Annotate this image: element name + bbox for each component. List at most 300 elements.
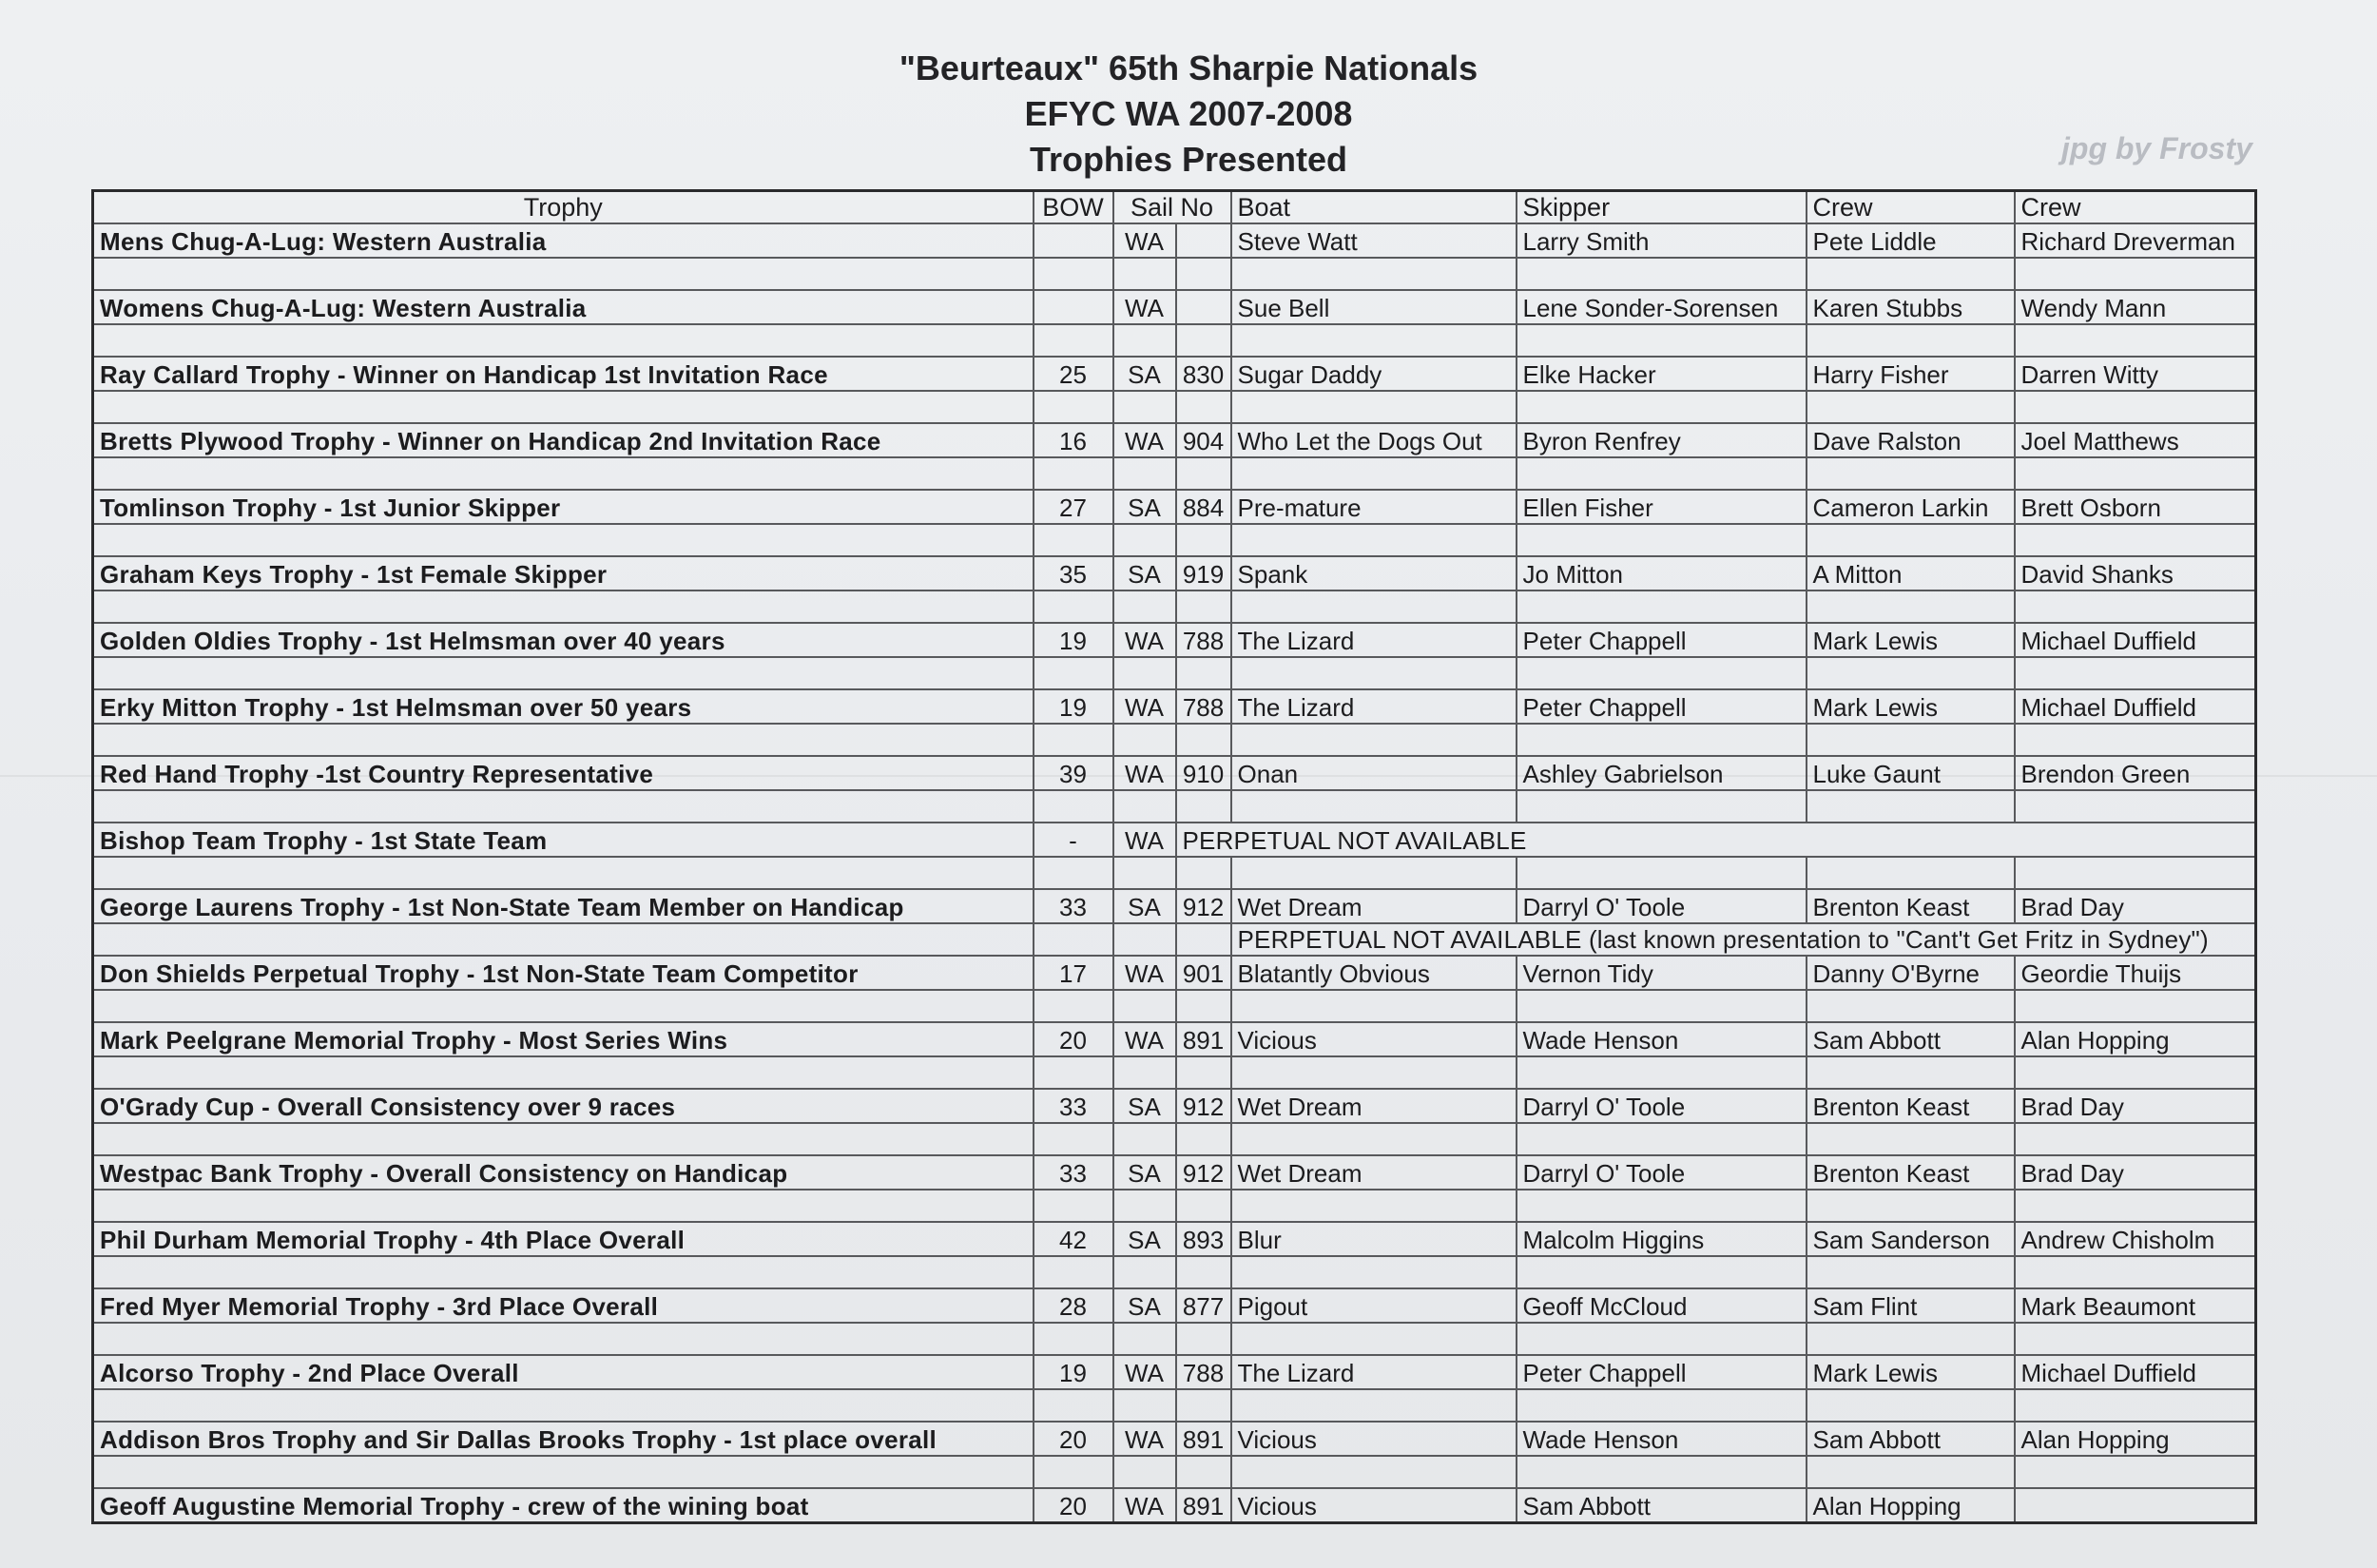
crew-cell: Cameron Larkin [1807,490,2015,524]
column-header-crew-1: Crew [1807,191,2015,224]
empty-cell [1231,1389,1517,1422]
empty-cell [93,923,1034,956]
sail-number-cell: 912 [1176,1089,1231,1123]
empty-cell [2015,1456,2256,1488]
spacer-row [93,1056,2256,1089]
skipper-cell: Wade Henson [1517,1022,1807,1056]
crew-cell: Sam Sanderson [1807,1222,2015,1256]
trophy-name-cell: Mens Chug-A-Lug: Western Australia [93,223,1034,258]
boat-cell: Sugar Daddy [1231,357,1517,391]
empty-cell [1517,1389,1807,1422]
state-cell: SA [1113,490,1176,524]
trophy-name-cell: Fred Myer Memorial Trophy - 3rd Place Overall [93,1288,1034,1323]
empty-cell [1034,857,1113,889]
empty-cell [1517,391,1807,423]
empty-cell [1807,790,2015,823]
trophy-name-cell: Erky Mitton Trophy - 1st Helmsman over 50 years [93,689,1034,724]
table-row [93,756,2256,790]
empty-cell [1034,724,1113,756]
empty-cell [1231,724,1517,756]
spacer-row [93,1389,2256,1422]
table-row [93,1422,2256,1456]
empty-cell [2015,724,2256,756]
trophy-name-cell: Westpac Bank Trophy - Overall Consistency on Handicap [93,1155,1034,1190]
bow-cell: 19 [1034,1355,1113,1389]
crew-cell: Mark Lewis [1807,689,2015,724]
empty-cell [1517,324,1807,357]
empty-cell [1113,324,1176,357]
sail-number-cell: 891 [1176,1022,1231,1056]
crew-cell: Brenton Keast [1807,1089,2015,1123]
bow-cell: 27 [1034,490,1113,524]
spacer-row [93,1456,2256,1488]
crew-cell: Brad Day [2015,1089,2256,1123]
skipper-cell: Lene Sonder-Sorensen [1517,290,1807,324]
sail-number-cell: 884 [1176,490,1231,524]
crew-cell: Pete Liddle [1807,223,2015,258]
crew-cell: Mark Beaumont [2015,1288,2256,1323]
skipper-cell: Byron Renfrey [1517,423,1807,457]
crew-cell: Andrew Chisholm [2015,1222,2256,1256]
table-row [93,223,2256,258]
empty-cell [93,324,1034,357]
table-row [93,556,2256,590]
heading-line-2: EFYC WA 2007-2008 [1024,94,1353,133]
crew-cell: Brendon Green [2015,756,2256,790]
bow-cell: 19 [1034,623,1113,657]
empty-cell [1176,657,1231,689]
crew-cell: Darren Witty [2015,357,2256,391]
empty-cell [2015,1256,2256,1288]
skipper-cell: Peter Chappell [1517,623,1807,657]
trophy-name-cell: Alcorso Trophy - 2nd Place Overall [93,1355,1034,1389]
empty-cell [93,724,1034,756]
empty-cell [1807,457,2015,490]
heading-line-3: Trophies Presented [1029,140,1348,179]
empty-cell [1176,1323,1231,1355]
empty-cell [1231,857,1517,889]
empty-cell [1176,590,1231,623]
state-cell: WA [1113,623,1176,657]
state-cell: WA [1113,423,1176,457]
table-row [93,623,2256,657]
boat-cell: Spank [1231,556,1517,590]
trophy-name-cell: Geoff Augustine Memorial Trophy - crew of the wining boat [93,1488,1034,1523]
sail-number-cell: 912 [1176,1155,1231,1190]
spacer-row [93,391,2256,423]
crew-cell: Richard Dreverman [2015,223,2256,258]
empty-cell [1176,391,1231,423]
empty-cell [1176,857,1231,889]
sail-number-cell: 788 [1176,1355,1231,1389]
table-row [93,1355,2256,1389]
empty-cell [1176,724,1231,756]
table-row [93,290,2256,324]
empty-cell [1034,1456,1113,1488]
state-cell: SA [1113,357,1176,391]
crew-cell: Sam Abbott [1807,1022,2015,1056]
bow-cell: 28 [1034,1288,1113,1323]
spacer-row [93,724,2256,756]
sail-number-cell [1176,290,1231,324]
crew-cell: Luke Gaunt [1807,756,2015,790]
empty-cell [1231,790,1517,823]
sail-number-cell: 877 [1176,1288,1231,1323]
empty-cell [1034,657,1113,689]
bow-cell [1034,223,1113,258]
empty-cell [1176,923,1231,956]
trophy-name-cell: Graham Keys Trophy - 1st Female Skipper [93,556,1034,590]
column-header-trophy: Trophy [93,191,1034,224]
crew-cell: A Mitton [1807,556,2015,590]
skipper-cell: Geoff McCloud [1517,1288,1807,1323]
empty-cell [1231,990,1517,1022]
boat-cell: Blatantly Obvious [1231,956,1517,990]
empty-cell [93,524,1034,556]
crew-cell: Harry Fisher [1807,357,2015,391]
spacer-row [93,923,2256,956]
empty-cell [93,657,1034,689]
empty-cell [1034,923,1113,956]
table-body [93,223,2256,1523]
boat-cell: The Lizard [1231,689,1517,724]
empty-cell [1517,1456,1807,1488]
state-cell: WA [1113,290,1176,324]
bow-cell: - [1034,823,1113,857]
empty-cell [1113,524,1176,556]
empty-cell [93,1323,1034,1355]
empty-cell [1113,1256,1176,1288]
boat-cell: Onan [1231,756,1517,790]
boat-cell: Vicious [1231,1422,1517,1456]
empty-cell [1231,457,1517,490]
empty-cell [1113,1389,1176,1422]
empty-cell [1807,724,2015,756]
empty-cell [1176,990,1231,1022]
column-header-boat: Boat [1231,191,1517,224]
crew-cell: Brenton Keast [1807,889,2015,923]
empty-cell [1034,990,1113,1022]
state-cell: WA [1113,223,1176,258]
crew-cell: Michael Duffield [2015,689,2256,724]
empty-cell [1517,657,1807,689]
spacer-row [93,657,2256,689]
bow-cell: 19 [1034,689,1113,724]
empty-cell [1113,391,1176,423]
empty-cell [1034,1256,1113,1288]
bow-cell: 33 [1034,889,1113,923]
trophy-name-cell: Red Hand Trophy -1st Country Representative [93,756,1034,790]
state-cell: SA [1113,889,1176,923]
trophy-name-cell: Bretts Plywood Trophy - Winner on Handicap 2nd Invitation Race [93,423,1034,457]
state-cell: SA [1113,556,1176,590]
boat-cell: Wet Dream [1231,889,1517,923]
crew-cell: Karen Stubbs [1807,290,2015,324]
skipper-cell: Vernon Tidy [1517,956,1807,990]
boat-cell: Wet Dream [1231,1155,1517,1190]
crew-cell [2015,1488,2256,1523]
empty-cell [2015,1123,2256,1155]
sail-number-cell: 788 [1176,689,1231,724]
column-header-skipper: Skipper [1517,191,1807,224]
skipper-cell: Larry Smith [1517,223,1807,258]
sail-number-cell: 891 [1176,1488,1231,1523]
table-row [93,1089,2256,1123]
sail-number-cell: 912 [1176,889,1231,923]
empty-cell [93,457,1034,490]
empty-cell [1517,590,1807,623]
empty-cell [1113,1190,1176,1222]
bow-cell: 42 [1034,1222,1113,1256]
table-row [93,1222,2256,1256]
skipper-cell: Peter Chappell [1517,1355,1807,1389]
bow-cell: 25 [1034,357,1113,391]
empty-cell [1034,790,1113,823]
state-cell: SA [1113,1089,1176,1123]
empty-cell [93,857,1034,889]
empty-cell [1034,1123,1113,1155]
empty-cell [1231,1256,1517,1288]
empty-cell [1176,1456,1231,1488]
table-row [93,1155,2256,1190]
empty-cell [1176,457,1231,490]
boat-cell: The Lizard [1231,1355,1517,1389]
empty-cell [1517,1323,1807,1355]
sail-number-cell: 901 [1176,956,1231,990]
empty-cell [93,590,1034,623]
spacer-row [93,457,2256,490]
boat-cell: Vicious [1231,1488,1517,1523]
table-row [93,423,2256,457]
empty-cell [1807,590,2015,623]
skipper-cell: Ellen Fisher [1517,490,1807,524]
skipper-cell: Wade Henson [1517,1422,1807,1456]
trophy-name-cell: Womens Chug-A-Lug: Western Australia [93,290,1034,324]
skipper-cell: Jo Mitton [1517,556,1807,590]
heading-line-1: "Beurteaux" 65th Sharpie Nationals [899,48,1478,87]
bow-cell: 20 [1034,1488,1113,1523]
spacer-row [93,1190,2256,1222]
trophies-table [91,189,2257,1524]
spacer-row [93,258,2256,290]
empty-cell [93,990,1034,1022]
state-cell: WA [1113,689,1176,724]
empty-cell [1034,1056,1113,1089]
empty-cell [1176,258,1231,290]
boat-cell: Pre-mature [1231,490,1517,524]
empty-cell [1517,524,1807,556]
empty-cell [1231,1456,1517,1488]
empty-cell [1517,1256,1807,1288]
bow-cell: 20 [1034,1022,1113,1056]
crew-cell: Michael Duffield [2015,1355,2256,1389]
empty-cell [1034,457,1113,490]
crew-cell: Sam Flint [1807,1288,2015,1323]
crew-cell: Alan Hopping [2015,1422,2256,1456]
empty-cell [1517,457,1807,490]
empty-cell [1113,657,1176,689]
photo-credit-watermark: jpg by Frosty [2061,131,2252,165]
crew-cell: Geordie Thuijs [2015,956,2256,990]
sail-number-cell [1176,223,1231,258]
empty-cell [1231,391,1517,423]
table-row [93,1288,2256,1323]
boat-cell: Blur [1231,1222,1517,1256]
note-cell: PERPETUAL NOT AVAILABLE (last known presentation to "Cant't Get Fritz in Sydney") [1231,923,2256,956]
sail-number-cell: 788 [1176,623,1231,657]
boat-cell: Who Let the Dogs Out [1231,423,1517,457]
trophy-name-cell: Phil Durham Memorial Trophy - 4th Place Overall [93,1222,1034,1256]
note-cell: PERPETUAL NOT AVAILABLE [1176,823,2256,857]
trophy-name-cell: George Laurens Trophy - 1st Non-State Team Member on Handicap [93,889,1034,923]
boat-cell: Steve Watt [1231,223,1517,258]
bow-cell [1034,290,1113,324]
boat-cell: Pigout [1231,1288,1517,1323]
empty-cell [1807,324,2015,357]
boat-cell: Sue Bell [1231,290,1517,324]
trophy-name-cell: Bishop Team Trophy - 1st State Team [93,823,1034,857]
crew-cell: Joel Matthews [2015,423,2256,457]
empty-cell [1517,790,1807,823]
sail-number-cell: 910 [1176,756,1231,790]
empty-cell [2015,1056,2256,1089]
empty-cell [2015,524,2256,556]
empty-cell [1176,1389,1231,1422]
column-header-bow: BOW [1034,191,1113,224]
empty-cell [2015,857,2256,889]
table-row [93,689,2256,724]
empty-cell [1176,1190,1231,1222]
sail-number-cell: 830 [1176,357,1231,391]
state-cell: SA [1113,1222,1176,1256]
bow-cell: 16 [1034,423,1113,457]
bow-cell: 35 [1034,556,1113,590]
empty-cell [1231,1323,1517,1355]
empty-cell [1807,1389,2015,1422]
empty-cell [1517,1123,1807,1155]
empty-cell [1034,1323,1113,1355]
empty-cell [1113,590,1176,623]
skipper-cell: Darryl O' Toole [1517,889,1807,923]
bow-cell: 39 [1034,756,1113,790]
empty-cell [93,1456,1034,1488]
trophy-name-cell: Don Shields Perpetual Trophy - 1st Non-State Team Competitor [93,956,1034,990]
boat-cell: Vicious [1231,1022,1517,1056]
skipper-cell: Malcolm Higgins [1517,1222,1807,1256]
skipper-cell: Elke Hacker [1517,357,1807,391]
empty-cell [2015,258,2256,290]
empty-cell [1034,258,1113,290]
trophy-name-cell: Golden Oldies Trophy - 1st Helmsman over 40 years [93,623,1034,657]
state-cell: WA [1113,1422,1176,1456]
empty-cell [1517,1190,1807,1222]
empty-cell [1517,258,1807,290]
table-row [93,956,2256,990]
empty-cell [1231,657,1517,689]
empty-cell [1807,657,2015,689]
crew-cell: Mark Lewis [1807,623,2015,657]
column-header-crew-2: Crew [2015,191,2256,224]
empty-cell [1807,1123,2015,1155]
table-row [93,1488,2256,1523]
trophy-name-cell: Addison Bros Trophy and Sir Dallas Brooks Trophy - 1st place overall [93,1422,1034,1456]
skipper-cell: Ashley Gabrielson [1517,756,1807,790]
crew-cell: Brad Day [2015,1155,2256,1190]
empty-cell [1034,1389,1113,1422]
empty-cell [2015,324,2256,357]
spacer-row [93,857,2256,889]
spacer-row [93,524,2256,556]
boat-cell: The Lizard [1231,623,1517,657]
empty-cell [1176,524,1231,556]
crew-cell: Brad Day [2015,889,2256,923]
spacer-row [93,1323,2256,1355]
empty-cell [1113,258,1176,290]
crew-cell: David Shanks [2015,556,2256,590]
spacer-row [93,790,2256,823]
empty-cell [1807,990,2015,1022]
crew-cell: Mark Lewis [1807,1355,2015,1389]
trophy-name-cell: Ray Callard Trophy - Winner on Handicap 1st Invitation Race [93,357,1034,391]
crew-cell: Brett Osborn [2015,490,2256,524]
empty-cell [1807,391,2015,423]
empty-cell [93,258,1034,290]
state-cell: WA [1113,1022,1176,1056]
skipper-cell: Darryl O' Toole [1517,1155,1807,1190]
empty-cell [1807,857,2015,889]
empty-cell [1034,590,1113,623]
empty-cell [1113,990,1176,1022]
crew-cell: Wendy Mann [2015,290,2256,324]
empty-cell [1113,923,1176,956]
document-heading [0,46,2377,183]
sail-number-cell: 891 [1176,1422,1231,1456]
state-cell: WA [1113,1488,1176,1523]
empty-cell [2015,457,2256,490]
skipper-cell: Peter Chappell [1517,689,1807,724]
empty-cell [1113,790,1176,823]
spacer-row [93,990,2256,1022]
empty-cell [2015,1389,2256,1422]
empty-cell [1517,990,1807,1022]
empty-cell [1807,524,2015,556]
state-cell: WA [1113,956,1176,990]
empty-cell [1113,1123,1176,1155]
table-header-row [93,191,2256,224]
empty-cell [1034,324,1113,357]
empty-cell [1231,258,1517,290]
empty-cell [1517,857,1807,889]
empty-cell [1231,1123,1517,1155]
state-cell: WA [1113,823,1176,857]
crew-cell: Michael Duffield [2015,623,2256,657]
bow-cell: 17 [1034,956,1113,990]
empty-cell [93,1190,1034,1222]
state-cell: SA [1113,1288,1176,1323]
crew-cell: Brenton Keast [1807,1155,2015,1190]
empty-cell [2015,657,2256,689]
empty-cell [1034,391,1113,423]
empty-cell [93,391,1034,423]
bow-cell: 33 [1034,1155,1113,1190]
state-cell: SA [1113,1155,1176,1190]
state-cell: WA [1113,1355,1176,1389]
empty-cell [2015,590,2256,623]
bow-cell: 33 [1034,1089,1113,1123]
spacer-row [93,1256,2256,1288]
empty-cell [93,1123,1034,1155]
table-row [93,889,2256,923]
